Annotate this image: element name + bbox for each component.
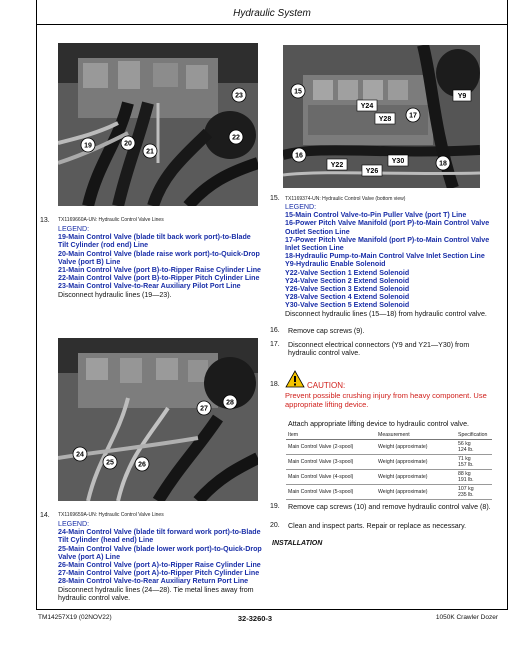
callout-15-label: 15 <box>294 88 302 96</box>
table-cell: Main Control Valve (2-spool) <box>286 440 376 455</box>
callout-y26 <box>362 165 382 176</box>
legend-item: 25-Main Control Valve (blade lower work port)-to-Quick-Drop Valve (port A) Line <box>58 544 262 561</box>
callout-y22-label: Y22 <box>330 162 344 169</box>
page-border-left <box>36 0 37 609</box>
table-header: Specification <box>456 431 492 440</box>
callout-y9-label: Y9 <box>457 93 467 100</box>
legend-item: 17-Power Pitch Valve Manifold (port P)-to-Main Control Valve Inlet Section Line <box>285 235 490 253</box>
section-heading-installation: INSTALLATION <box>272 540 323 547</box>
step-instruction: Attach appropriate lifting device to hydraulic control valve. <box>288 420 469 428</box>
callout-y28 <box>375 113 395 124</box>
caution-label: CAUTION: <box>307 381 346 390</box>
table-row <box>286 440 492 455</box>
step-instruction: Disconnect hydraulic lines (19—23). <box>58 290 172 299</box>
table-cell-spec <box>456 455 492 470</box>
callout-16 <box>292 148 306 162</box>
table-cell-spec <box>456 485 492 500</box>
legend-title: LEGEND: <box>58 225 90 233</box>
legend-item: 22-Main Control Valve (port B)-to-Ripper Pitch Cylinder Line <box>58 274 260 283</box>
figure-control-valve-bottom-view <box>283 45 480 188</box>
spec-imperial: 191 lb. <box>458 477 474 483</box>
page-border-right <box>507 0 508 609</box>
legend-item: 27-Main Control Valve (port A)-to-Ripper Pitch Cylinder Line <box>58 569 260 578</box>
step-instruction: Disconnect hydraulic lines (24—28). Tie metal lines away from hydraulic control valve. <box>58 585 254 602</box>
step-15-body <box>285 203 493 318</box>
legend-item: 16-Power Pitch Valve Manifold (port P)-to-Main Control Valve Outlet Section Line <box>285 219 490 236</box>
step-number: 20. <box>270 522 280 529</box>
callout-19-label: 19 <box>84 142 92 150</box>
spec-imperial: 124 lb. <box>458 447 474 453</box>
callout-y30-label: Y30 <box>391 158 405 165</box>
legend-item: Y26-Valve Section 3 Extend Solenoid <box>285 285 410 294</box>
caution-icon <box>285 370 305 393</box>
header-divider <box>36 24 508 25</box>
table-row <box>286 470 492 485</box>
callout-y22 <box>327 159 347 170</box>
footer-divider <box>36 609 508 610</box>
callout-21 <box>143 144 157 158</box>
step-number: 13. <box>40 217 50 224</box>
weight-spec-table <box>286 431 492 500</box>
callout-26-label: 26 <box>138 461 146 469</box>
callout-25 <box>103 455 117 469</box>
table-cell: Weight (approximate) <box>376 440 456 455</box>
table-cell-spec <box>456 470 492 485</box>
footer-doc-id: TM14257X19 (02NOV22) <box>38 614 112 621</box>
callout-17 <box>406 108 420 122</box>
caution-text: Prevent possible crushing injury from heavy component. Use appropriate lifting device. <box>285 391 487 409</box>
spec-metric: 88 kg <box>458 471 471 477</box>
table-row <box>286 455 492 470</box>
spec-metric: 56 kg <box>458 441 471 447</box>
legend-item: Y30-Valve Section 5 Extend Solenoid <box>285 301 410 310</box>
callout-15 <box>291 84 305 98</box>
table-cell: Main Control Valve (4-spool) <box>286 470 376 485</box>
callout-y24-label: Y24 <box>360 103 374 110</box>
step-number: 15. <box>270 195 280 202</box>
callout-25-label: 25 <box>106 459 114 467</box>
legend-item: Y28-Valve Section 4 Extend Solenoid <box>285 293 410 302</box>
step-instruction: Remove cap screws (10) and remove hydraulic control valve (8). <box>288 503 491 511</box>
callout-y26-label: Y26 <box>365 168 379 175</box>
step-number: 19. <box>270 503 280 510</box>
legend-title: LEGEND: <box>285 203 317 211</box>
table-header: Measurement <box>376 431 456 440</box>
table-cell: Weight (approximate) <box>376 470 456 485</box>
callout-24 <box>73 447 87 461</box>
footer-product-name: 1050K Crawler Dozer <box>435 614 498 621</box>
callout-y9 <box>453 90 471 101</box>
figure-caption: TX1169374-UN: Hydraulic Control Valve (bottom view) <box>285 196 406 202</box>
callout-y24 <box>357 100 377 111</box>
legend-item: 20-Main Control Valve (blade raise work port)-to-Quick-Drop Valve (port B) Line <box>58 249 260 266</box>
step-13-body <box>58 225 263 299</box>
legend-item: 24-Main Control Valve (blade tilt forward work port)-to-Blade Tilt Cylinder (head end) Line <box>58 528 261 545</box>
callout-24-label: 24 <box>76 451 84 459</box>
callout-21-label: 21 <box>146 148 154 156</box>
step-14-body <box>58 520 263 602</box>
callout-27-label: 27 <box>200 405 208 413</box>
spec-metric: 71 kg <box>458 456 471 462</box>
spec-imperial: 235 lb. <box>458 492 474 498</box>
callout-27 <box>197 401 211 415</box>
callout-28 <box>223 395 237 409</box>
legend-title: LEGEND: <box>58 520 90 528</box>
table-cell-spec <box>456 440 492 455</box>
callout-18-label: 18 <box>439 160 447 168</box>
legend-item: 26-Main Control Valve (port A)-to-Ripper Raise Cylinder Line <box>58 561 261 570</box>
figure-caption: TX1169659A-UN: Hydraulic Control Valve Lines <box>58 512 164 518</box>
callout-19 <box>81 138 95 152</box>
step-instruction: Remove cap screws (9). <box>288 327 365 335</box>
callout-y28-label: Y28 <box>378 116 392 123</box>
legend-item: 18-Hydraulic Pump-to-Main Control Valve Inlet Section Line <box>285 252 485 261</box>
step-instruction: Disconnect electrical connectors (Y9 and Y21—Y30) from hydraulic control valve. <box>288 341 470 358</box>
legend-item: 21-Main Control Valve (port B)-to-Ripper Raise Cylinder Line <box>58 266 261 275</box>
legend-item: Y22-Valve Section 1 Extend Solenoid <box>285 268 410 277</box>
table-cell: Weight (approximate) <box>376 455 456 470</box>
callout-20-label: 20 <box>124 140 132 148</box>
legend-item: Y9-Hydraulic Enable Solenoid <box>285 260 386 269</box>
table-cell: Main Control Valve (5-spool) <box>286 485 376 500</box>
callout-17-label: 17 <box>409 112 417 120</box>
callout-16-label: 16 <box>295 152 303 160</box>
callout-23-label: 23 <box>235 92 243 100</box>
step-instruction: Disconnect hydraulic lines (15—18) from hydraulic control valve. <box>285 309 487 318</box>
callout-26 <box>135 457 149 471</box>
step-number: 16. <box>270 327 280 334</box>
legend-item: 28-Main Control Valve-to-Rear Auxiliary Return Port Line <box>58 577 249 586</box>
page-title: Hydraulic System <box>233 8 311 19</box>
step-number: 18. <box>270 381 280 388</box>
table-cell: Weight (approximate) <box>376 485 456 500</box>
table-header-row <box>286 431 492 440</box>
step-number: 17. <box>270 341 280 348</box>
table-cell: Main Control Valve (3-spool) <box>286 455 376 470</box>
figure-control-valve-lines-bottom <box>58 338 258 501</box>
legend-item: 15-Main Control Valve-to-Pin Puller Valve (port T) Line <box>285 211 467 220</box>
callout-18 <box>436 156 450 170</box>
table-header: Item <box>286 431 376 440</box>
callout-22 <box>229 130 243 144</box>
figure-caption: TX1169660A-UN: Hydraulic Control Valve Lines <box>58 217 164 223</box>
footer-page-number: 32-3260-3 <box>237 614 273 623</box>
legend-item: 23-Main Control Valve-to-Rear Auxiliary Pilot Port Line <box>58 282 241 291</box>
callout-y30 <box>388 155 408 166</box>
spec-metric: 107 kg <box>458 486 474 492</box>
legend-item: 19-Main Control Valve (blade tilt back work port)-to-Blade Tilt Cylinder (rod end) Line <box>58 233 251 250</box>
callout-23 <box>232 88 246 102</box>
figure-control-valve-lines-top <box>58 43 258 206</box>
table-row <box>286 485 492 500</box>
callout-28-label: 28 <box>226 399 234 407</box>
spec-imperial: 157 lb. <box>458 462 474 468</box>
step-number: 14. <box>40 512 50 519</box>
callout-22-label: 22 <box>232 134 240 142</box>
step-instruction: Clean and inspect parts. Repair or replace as necessary. <box>288 522 467 530</box>
legend-item: Y24-Valve Section 2 Extend Solenoid <box>285 276 410 285</box>
callout-20 <box>121 136 135 150</box>
